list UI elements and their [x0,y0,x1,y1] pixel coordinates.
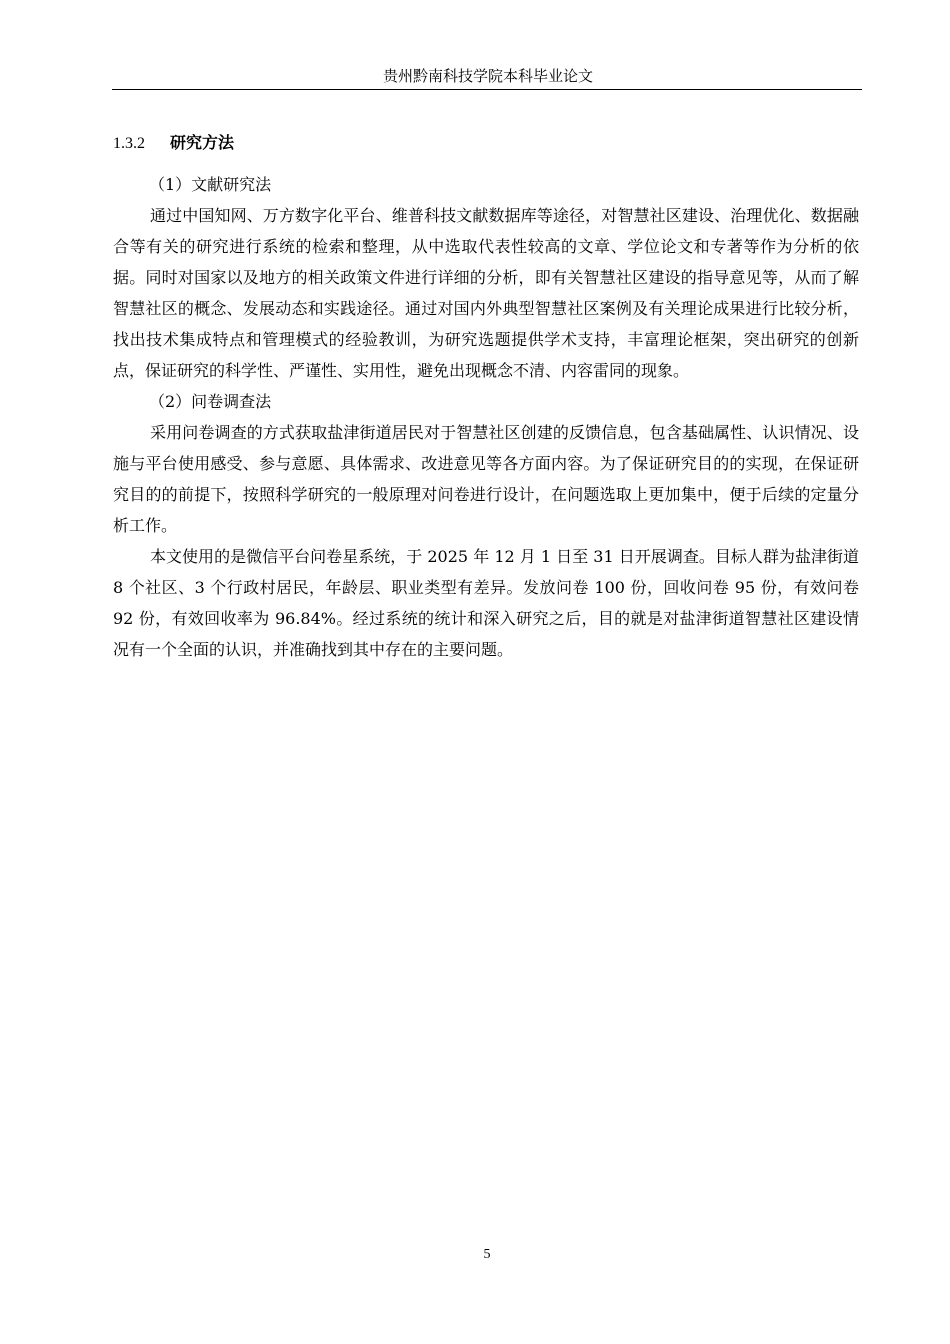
subsection-heading-literature: （1）文献研究法 [149,175,272,194]
section-title: 研究方法 [170,133,235,152]
header-divider [112,89,862,90]
section-heading [113,127,859,158]
subsection-heading-questionnaire: （2）问卷调查法 [149,392,272,411]
paragraph-survey-details: 本文使用的是微信平台问卷星系统，于 2025 年 12 月 1 日至 31 日开展调查。目标人群为盐津街道 8 个社区、3 个行政村居民，年龄层、职业类型有差异。发放问卷 100 份，回收问卷 95 份，有效问卷 92 份，有效回收率为 96.84%。经过系统的统计和深入研究之后，目的就是对盐津街道智慧社区建设情况有一个全面的认识，并准确找到其中存在的主要问题。 [113,547,859,659]
page-number: 5 [483,1247,491,1262]
page-body [113,127,859,665]
running-header: 贵州黔南科技学院本科毕业论文 [382,67,593,85]
paragraph-literature-method: 通过中国知网、万方数字化平台、维普科技文献数据库等途径，对智慧社区建设、治理优化、数据融合等有关的研究进行系统的检索和整理，从中选取代表性较高的文章、学位论文和专著等作为分析的依据。同时对国家以及地方的相关政策文件进行详细的分析，即有关智慧社区建设的指导意见等，从而了解智慧社区的概念、发展动态和实践途径。通过对国内外典型智慧社区案例及有关理论成果进行比较分析，找出技术集成特点和管理模式的经验教训，为研究选题提供学术支持，丰富理论框架，突出研究的创新点，保证研究的科学性、严谨性、实用性，避免出现概念不清、内容雷同的现象。 [113,206,859,380]
section-number: 1.3.2 [113,135,145,152]
paragraph-questionnaire-method: 采用问卷调查的方式获取盐津街道居民对于智慧社区创建的反馈信息，包含基础属性、认识情况、设施与平台使用感受、参与意愿、具体需求、改进意见等各方面内容。为了保证研究目的的实现，在保证研究目的的前提下，按照科学研究的一般原理对问卷进行设计，在问题选取上更加集中，便于后续的定量分析工作。 [113,423,859,535]
